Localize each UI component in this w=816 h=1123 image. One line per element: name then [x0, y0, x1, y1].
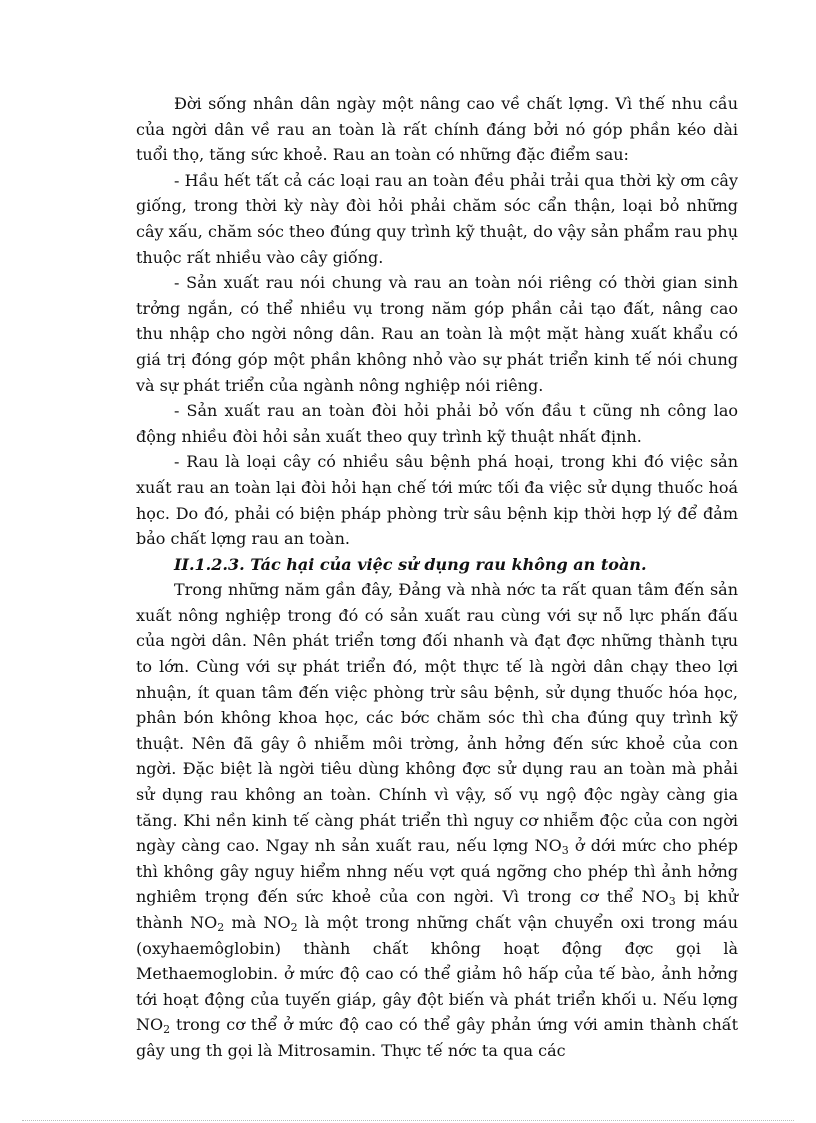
subscript: 2 [290, 921, 298, 934]
page-bottom-rule [22, 1120, 794, 1121]
paragraph-growth: - Sản xuất rau nói chung và rau an toàn nói riêng có thời gian sinh trởng ngắn, có thể nhiều vụ trong năm góp phần cải tạo đất, nâng cao thu nhập cho ngời nông dân. Rau an toàn là một mặt hàng xuất khẩu có giá trị đóng góp một phần không nhỏ vào sự phát triển kinh tế nói chung và sự phát triển của ngành nông nghiệp nói riêng. [136, 273, 738, 395]
body-text: mà NO [224, 913, 291, 932]
body-text: bị khử thành NO [136, 887, 738, 932]
paragraph-capital: - Sản xuất rau an toàn đòi hỏi phải bỏ vốn đầu t cũng nh công lao động nhiều đòi hỏi sản xuất theo quy trình kỹ thuật nhất định. [136, 401, 738, 446]
subscript: 2 [217, 921, 225, 934]
section-heading: II.1.2.3. Tác hại của việc sử dụng rau không an toàn. [174, 554, 647, 574]
body-text: là một trong những chất vận chuyển oxi trong máu (oxyhaemôglobin) thành chất không hoạt động đợc gọi là Methaemoglobin. ở mức độ cao có thể giảm hô hấp của tế bào, ảnh hởng tới hoạt động của tuyến giáp, gây đột biến và phát triển khối u. Nếu lợng NO [136, 913, 739, 1035]
body-text: trong cơ thể ở mức độ cao có thể gây phản ứng với amin thành chất gây ung th gọi là Mitrosamin. Thực tế nớc ta qua các [136, 1015, 738, 1060]
paragraph-seedling: - Hầu hết tất cả các loại rau an toàn đều phải trải qua thời kỳ ơm cây giống, trong thời kỳ này đòi hỏi phải chăm sóc cẩn thận, loại bỏ những cây xấu, chăm sóc theo đúng quy trình kỹ thuật, do vậy sản phẩm rau phụ thuộc rất nhiều vào cây giống. [136, 170, 738, 267]
body-text: ở dới mức cho phép thì không gây nguy hiểm nhng nếu vợt quá ngỡng cho phép thì ảnh hởng nghiêm trọng đến sức khoẻ của con ngời. Vì trong cơ thể NO [136, 836, 738, 907]
paragraph-pests: - Rau là loại cây có nhiều sâu bệnh phá hoại, trong khi đó việc sản xuất rau an toàn lại đòi hỏi hạn chế tới mức tối đa việc sử dụng thuốc hoá học. Do đó, phải có biện pháp phòng trừ sâu bệnh kịp thời hợp lý để đảm bảo chất lợng rau an toàn. [136, 452, 738, 549]
document-page [136, 91, 738, 1064]
body-text: Trong những năm gần đây, Đảng và nhà nớc ta rất quan tâm đến sản xuất nông nghiệp trong đó có sản xuất rau cùng với sự nỗ lực phấn đấu của ngời dân. Nên phát triển tơng đối nhanh và đạt đợc những thành tựu to lớn. Cùng với sự phát triển đó, một thực tế là ngời dân chạy theo lợi nhuận, ít quan tâm đến việc phòng trừ sâu bệnh, sử dụng thuốc hóa học, phân bón không khoa học, các bớc chăm sóc thì cha đúng quy trình kỹ thuật. Nên đã gây ô nhiễm môi trờng, ảnh hởng đến sức khoẻ của con ngời. Đặc biệt là ngời tiêu dùng không đợc sử dụng rau an toàn mà phải sử dụng rau không an toàn. Chính vì vậy, số vụ ngộ độc ngày càng gia tăng. Khi nền kinh tế càng phát triển thì nguy cơ nhiễm độc của con ngời ngày càng cao. Ngay nh sản xuất rau, nếu lợng NO [136, 580, 738, 856]
paragraph-harm [136, 577, 738, 1063]
subscript: 3 [561, 844, 569, 858]
subscript: 3 [668, 895, 676, 909]
paragraph-intro: Đời sống nhân dân ngày một nâng cao về chất lợng. Vì thế nhu cầu của ngời dân về rau an toàn là rất chính đáng bởi nó góp phần kéo dài tuổi thọ, tăng sức khoẻ. Rau an toàn có những đặc điểm sau: [136, 94, 738, 165]
subscript: 2 [163, 1023, 171, 1037]
